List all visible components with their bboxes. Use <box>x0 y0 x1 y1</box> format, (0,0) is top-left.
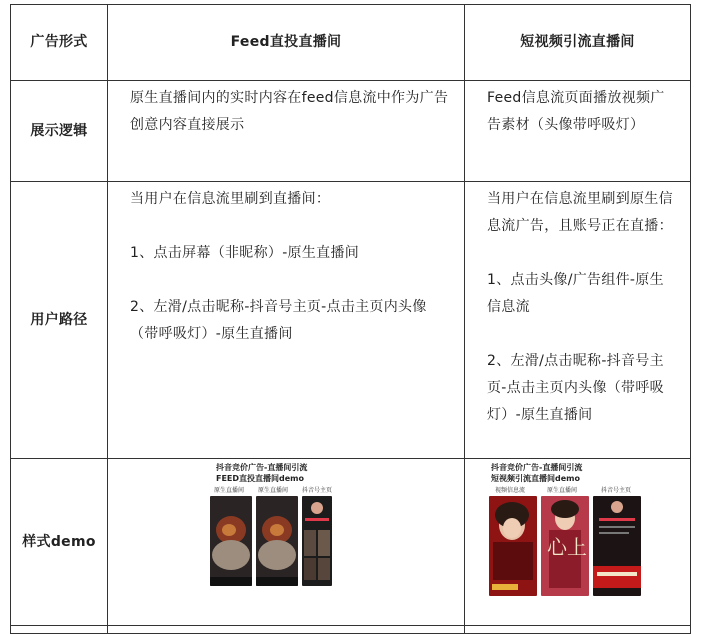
header-feed-direct: Feed直投直播间 <box>108 5 465 81</box>
display-logic-feed <box>108 81 465 182</box>
user-path-short-video <box>465 182 691 459</box>
user-path-short-video-step2: 2、左滑/点击昵称-抖音号主页-点击主页内头像（带呼吸灯）-原生直播间 <box>487 353 664 423</box>
header-short-video: 短视频引流直播间 <box>465 5 691 81</box>
demo-sv-label-2: 原生直播间 <box>547 487 578 494</box>
demo-sv-phone-3 <box>593 496 641 596</box>
demo-feed-phone-1 <box>210 496 252 586</box>
user-path-feed-step2: 2、左滑/点击昵称-抖音号主页-点击主页内头像（带呼吸灯）-原生直播间 <box>130 299 427 342</box>
demo-feed-label-3: 抖音号主页 <box>302 487 333 494</box>
header-ad-format: 广告形式 <box>11 5 108 81</box>
demo-sv-title-2: 短视频引流直播间demo <box>491 474 580 483</box>
user-path-feed <box>108 182 465 459</box>
demo-image-feed <box>210 462 334 584</box>
demo-sv-title-1: 抖音竞价广告-直播间引流 <box>491 463 583 472</box>
demo-image-short-video <box>487 462 643 598</box>
demo-sv-phone-1 <box>489 496 537 596</box>
user-path-short-video-step1: 1、点击头像/广告组件-原生信息流 <box>487 272 664 315</box>
row-label-style-demo: 样式demo <box>11 459 108 626</box>
demo-feed-label-2: 原生直播间 <box>258 487 289 494</box>
demo-sv-phone-2 <box>541 496 589 596</box>
display-logic-short-video <box>465 81 691 182</box>
display-logic-row <box>11 81 691 182</box>
demo-sv-label-3: 抖音号主页 <box>601 487 632 494</box>
demo-feed-title-2: FEED直投直播间demo <box>216 474 305 483</box>
display-logic-feed-text: 原生直播间内的实时内容在feed信息流中作为广告创意内容直接展示 <box>130 90 449 133</box>
comparison-table <box>10 4 691 634</box>
header-row <box>11 5 691 81</box>
demo-sv-caption: 心上 <box>547 535 587 559</box>
user-path-feed-intro: 当用户在信息流里刷到直播间： <box>130 191 331 207</box>
demo-feed-phone-3 <box>302 496 332 586</box>
demo-feed-title-1: 抖音竞价广告-直播间引流 <box>216 463 308 472</box>
demo-feed-label-1: 原生直播间 <box>214 487 245 494</box>
trailing-row <box>11 626 691 634</box>
user-path-row <box>11 182 691 459</box>
row-label-user-path: 用户路径 <box>11 182 108 459</box>
style-demo-feed <box>108 459 465 626</box>
style-demo-short-video <box>465 459 691 626</box>
user-path-feed-step1: 1、点击屏幕（非昵称）-原生直播间 <box>130 245 360 261</box>
user-path-short-video-intro: 当用户在信息流里刷到原生信息流广告，且账号正在直播： <box>487 191 673 234</box>
display-logic-short-video-text: Feed信息流页面播放视频广告素材（头像带呼吸灯） <box>487 90 665 133</box>
style-demo-row <box>11 459 691 626</box>
row-label-display-logic: 展示逻辑 <box>11 81 108 182</box>
demo-feed-phone-2 <box>256 496 298 586</box>
demo-sv-label-1: 视频信息流 <box>495 487 526 494</box>
